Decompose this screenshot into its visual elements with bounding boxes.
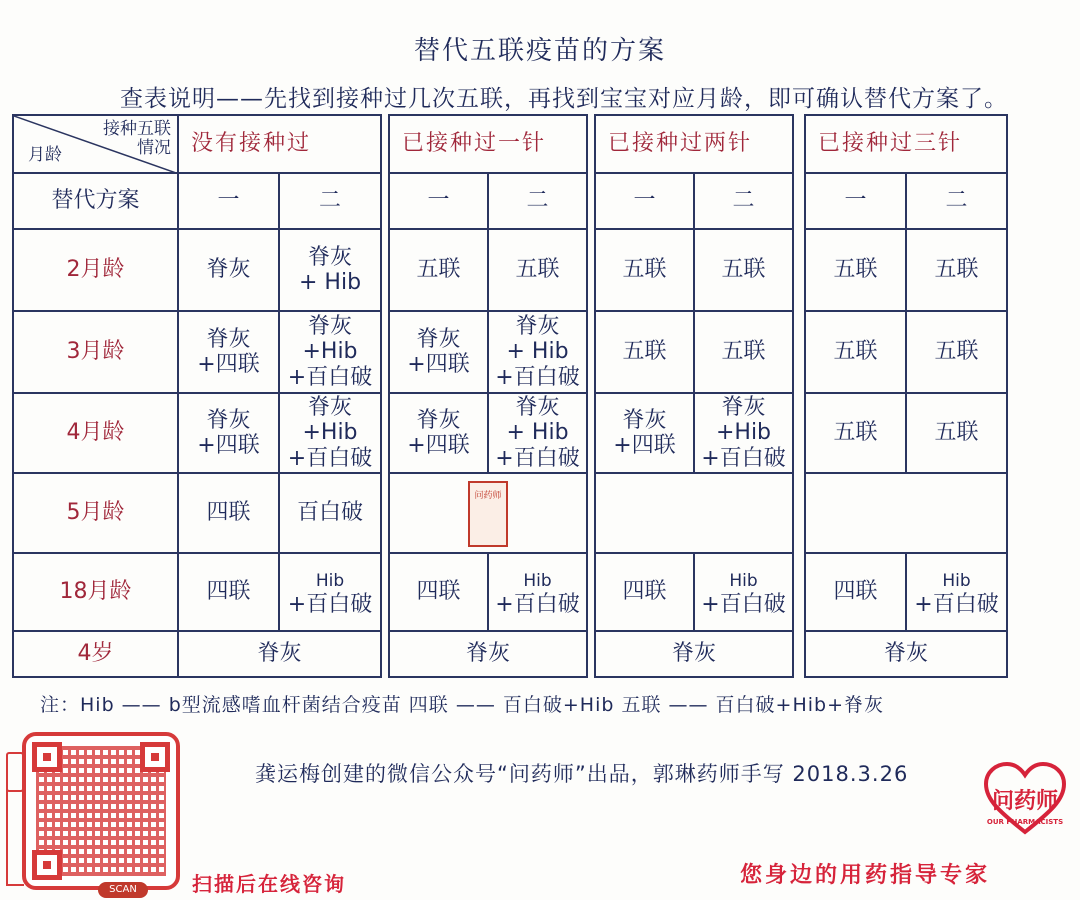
cell: 五联	[389, 229, 488, 311]
group-header-two: 已接种过两针	[595, 115, 793, 173]
qr-finder-icon	[32, 742, 62, 772]
age-label-18m: 18月龄	[13, 553, 178, 631]
cell: 脊灰 + Hib +百白破	[488, 311, 587, 393]
cell: Hib +百白破	[694, 553, 793, 631]
cell: 脊灰 +四联	[595, 393, 694, 473]
corner-label-top1: 接种五联	[103, 119, 171, 139]
plan-number-1: 一	[595, 173, 694, 229]
cell: 五联	[805, 311, 906, 393]
credit-line: 龚运梅创建的微信公众号“问药师”出品，郭琳药师手写 2018.3.26	[255, 762, 909, 786]
scan-slogan: 扫描后在线咨询	[192, 872, 346, 896]
cell: 四联	[178, 553, 279, 631]
cell: 脊灰 +Hib +百白破	[279, 393, 381, 473]
empty-cell	[595, 473, 793, 553]
cell: 四联	[595, 553, 694, 631]
table-block-one	[388, 114, 588, 678]
plan-number-1: 一	[805, 173, 906, 229]
age-label-3m: 3月龄	[13, 311, 178, 393]
corner-label-top2: 情况	[137, 137, 171, 158]
page-title: 替代五联疫苗的方案	[413, 36, 666, 66]
group-header-none: 没有接种过	[178, 115, 381, 173]
plan-number-1: 一	[389, 173, 488, 229]
cell: 脊灰	[178, 631, 381, 677]
qr-finder-icon	[140, 742, 170, 772]
brand-slogan: 您身边的用药指导专家	[740, 863, 991, 888]
table-corner-cell	[13, 115, 178, 173]
logo-name: 问药师	[991, 789, 1058, 814]
cell: 五联	[805, 229, 906, 311]
age-label-5m: 5月龄	[13, 473, 178, 553]
cell: 五联	[906, 393, 1007, 473]
instruction-text: 查表说明——先找到接种过几次五联，再找到宝宝对应月龄，即可确认替代方案了。	[120, 86, 1008, 112]
cell: 脊灰	[178, 229, 279, 311]
table-block-two	[594, 114, 794, 678]
cell: 脊灰	[595, 631, 793, 677]
cell: Hib +百白破	[488, 553, 587, 631]
plan-number-2: 二	[279, 173, 381, 229]
scan-label: SCAN	[98, 882, 148, 898]
cell: 五联	[694, 311, 793, 393]
cell: Hib +百白破	[906, 553, 1007, 631]
cell: 脊灰 + Hib +百白破	[488, 393, 587, 473]
age-label-2m: 2月龄	[13, 229, 178, 311]
cell: 五联	[595, 311, 694, 393]
plan-number-2: 二	[906, 173, 1007, 229]
qr-code[interactable]	[22, 732, 180, 890]
cell: 脊灰 +四联	[178, 393, 279, 473]
cell: 脊灰 +四联	[389, 393, 488, 473]
cell: 五联	[906, 311, 1007, 393]
age-label-4y: 4岁	[13, 631, 178, 677]
cell: 五联	[595, 229, 694, 311]
logo-subtitle: OUR PHARMACISTS	[986, 818, 1064, 826]
plan-number-2: 二	[488, 173, 587, 229]
footnote: 注：Hib —— b型流感嗜血杆菌结合疫苗 四联 —— 百白破+Hib 五联 —— 百白破+Hib+脊灰	[40, 694, 885, 716]
cell: 四联	[805, 553, 906, 631]
cell: 脊灰	[389, 631, 587, 677]
table-block-three	[804, 114, 1008, 678]
cell: 四联	[178, 473, 279, 553]
plan-number-1: 一	[178, 173, 279, 229]
cell: 百白破	[279, 473, 381, 553]
plan-number-2: 二	[694, 173, 793, 229]
cell: Hib +百白破	[279, 553, 381, 631]
cell: 脊灰 +四联	[178, 311, 279, 393]
qr-finder-icon	[32, 850, 62, 880]
cell: 五联	[906, 229, 1007, 311]
empty-cell	[805, 473, 1007, 553]
mascot-image: 问药师	[468, 481, 508, 547]
corner-label-age: 月龄	[28, 145, 62, 166]
cell: 脊灰	[805, 631, 1007, 677]
brand-logo	[980, 760, 1070, 840]
age-label-4m: 4月龄	[13, 393, 178, 473]
mascot-cell	[389, 473, 587, 553]
row-label-plan: 替代方案	[13, 173, 178, 229]
cell: 脊灰 +Hib +百白破	[694, 393, 793, 473]
group-header-one: 已接种过一针	[389, 115, 587, 173]
cell: 五联	[694, 229, 793, 311]
cell: 五联	[805, 393, 906, 473]
cell: 四联	[389, 553, 488, 631]
table-block-none	[12, 114, 382, 678]
cell: 五联	[488, 229, 587, 311]
cell: 脊灰 +四联	[389, 311, 488, 393]
cell: 脊灰 +Hib +百白破	[279, 311, 381, 393]
group-header-three: 已接种过三针	[805, 115, 1007, 173]
cell: 脊灰 + Hib	[279, 229, 381, 311]
